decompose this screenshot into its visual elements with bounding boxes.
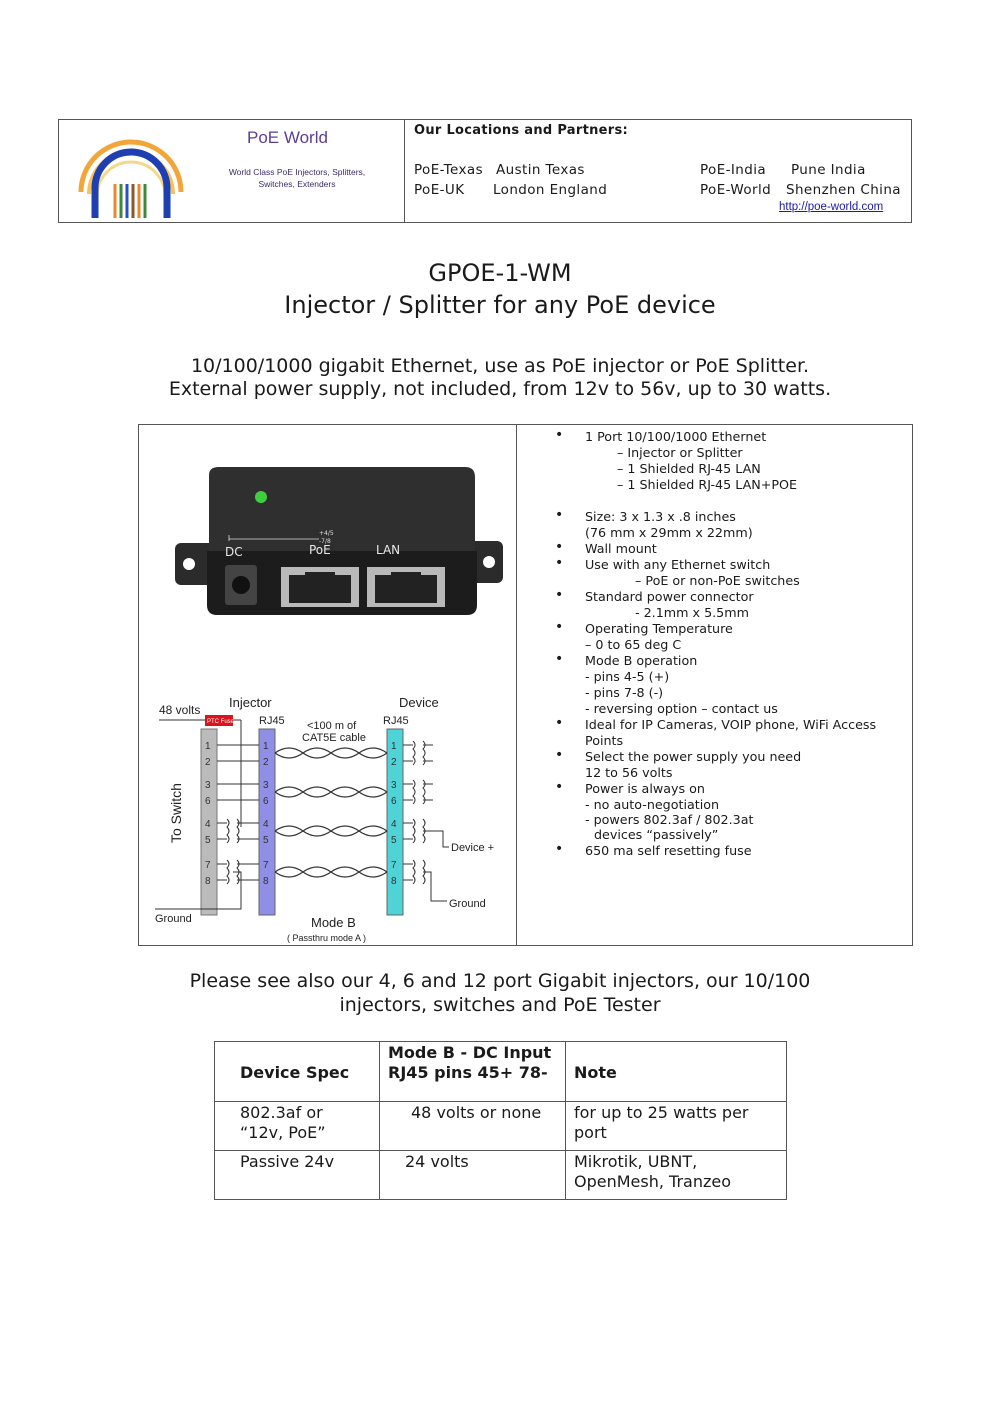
device-plus-label: Device + xyxy=(451,842,495,854)
header-divider xyxy=(404,120,405,222)
power-led xyxy=(255,491,267,503)
see-also-line: injectors, switches and PoE Tester xyxy=(339,994,661,1016)
see-also-line: Please see also our 4, 6 and 12 port Gigabit injectors, our 10/100 xyxy=(189,970,811,992)
table-row xyxy=(215,1151,787,1200)
panel-divider xyxy=(516,425,517,945)
location-place: Pune India xyxy=(791,162,866,178)
cable-label: <100 m of xyxy=(307,720,357,732)
table-cell-spec xyxy=(215,1102,379,1143)
bullet-icon: • xyxy=(555,651,564,667)
spec-subitem: - pins 7-8 (-) xyxy=(585,685,664,700)
website-link[interactable]: http://poe-world.com xyxy=(779,201,884,213)
location-name: PoE-World xyxy=(700,182,772,198)
dc-label: DC xyxy=(225,545,243,559)
spec-subitem: – PoE or non-PoE switches xyxy=(635,573,800,588)
pin-number: 8 xyxy=(263,876,269,887)
pin-number: 5 xyxy=(391,835,397,846)
pin-number: 1 xyxy=(205,741,211,752)
spec-subitem: - no auto-negotiation xyxy=(585,797,720,812)
spec-item: 1 Port 10/100/1000 Ethernet xyxy=(585,429,767,444)
device-label: Device xyxy=(399,695,439,710)
pin-number: 4 xyxy=(205,819,211,830)
spec-subitem: 12 to 56 volts xyxy=(585,765,673,780)
location-place: Shenzhen China xyxy=(786,182,901,198)
pin-number: 3 xyxy=(263,780,269,791)
device-photo xyxy=(169,455,509,655)
location-name: PoE-India xyxy=(700,162,767,178)
spec-item: Ideal for IP Cameras, VOIP phone, WiFi Access xyxy=(585,717,877,732)
pin-label: -7/8 xyxy=(319,538,331,545)
pin-label: +4/5 xyxy=(319,530,334,537)
table-cell-note xyxy=(566,1151,786,1192)
ground-label-left: Ground xyxy=(155,913,192,925)
spec-subitem: Points xyxy=(585,733,624,748)
spec-item: Power is always on xyxy=(585,781,705,796)
table-header: Note xyxy=(574,1063,617,1082)
spec-subitem: - powers 802.3af / 802.3at xyxy=(585,812,754,827)
table-cell-input: 24 volts xyxy=(405,1152,469,1171)
table-row xyxy=(215,1102,787,1151)
locations-title: Our Locations and Partners: xyxy=(414,123,629,138)
spec-subitem: - pins 4-5 (+) xyxy=(585,669,670,684)
description-line: 10/100/1000 gigabit Ethernet, use as PoE injector or PoE Splitter. xyxy=(190,355,810,377)
spec-subitem: devices “passively” xyxy=(594,827,719,842)
spec-subitem: (76 mm x 29mm x 22mm) xyxy=(585,525,753,540)
spec-subitem: – 1 Shielded RJ-45 LAN+POE xyxy=(617,477,798,492)
tagline-line: World Class PoE Injectors, Splitters, xyxy=(228,167,366,177)
pin-number: 1 xyxy=(263,741,269,752)
product-model: GPOE-1-WM xyxy=(428,259,572,287)
bullet-icon: • xyxy=(555,619,564,635)
spec-subitem: - 2.1mm x 5.5mm xyxy=(635,605,749,620)
table-cell-line: for up to 25 watts per xyxy=(574,1103,749,1122)
wiring-diagram xyxy=(147,687,509,945)
pin-number: 8 xyxy=(205,876,211,887)
spec-item: Use with any Ethernet switch xyxy=(585,557,771,572)
lan-label: LAN xyxy=(376,543,401,557)
location-place: Austin Texas xyxy=(496,162,585,178)
bullet-icon: • xyxy=(555,841,564,857)
bullet-icon: • xyxy=(555,715,564,731)
bullet-icon: • xyxy=(555,587,564,603)
bullet-icon: • xyxy=(555,747,564,763)
spec-item: Operating Temperature xyxy=(585,621,733,636)
pin-number: 4 xyxy=(391,819,397,830)
table-cell-note xyxy=(566,1102,786,1143)
table-header-row xyxy=(215,1042,787,1102)
header-box xyxy=(58,119,912,223)
poe-label: PoE xyxy=(309,543,331,557)
spec-item: Size: 3 x 1.3 x .8 inches xyxy=(585,509,736,524)
table-cell-line: Mikrotik, UBNT, xyxy=(574,1152,698,1171)
mode-label: Mode B xyxy=(311,915,356,930)
spec-subitem: – 1 Shielded RJ-45 LAN xyxy=(617,461,761,476)
spec-item: Mode B operation xyxy=(585,653,698,668)
volts-label: 48 volts xyxy=(159,703,201,717)
product-panel xyxy=(138,424,913,946)
to-switch-label: To Switch xyxy=(168,783,184,843)
brand-name: PoE World xyxy=(247,128,328,147)
spec-item: 650 ma self resetting fuse xyxy=(585,843,752,858)
cable-label: CAT5E cable xyxy=(302,732,366,744)
pin-number: 6 xyxy=(391,796,397,807)
pin-number: 2 xyxy=(205,757,211,768)
table-cell-line: OpenMesh, Tranzeo xyxy=(574,1172,732,1191)
table-cell-spec: Passive 24v xyxy=(240,1152,335,1171)
pin-number: 5 xyxy=(263,835,269,846)
table-header-line: RJ45 pins 45+ 78- xyxy=(388,1063,548,1082)
bullet-icon: • xyxy=(555,427,564,443)
pin-number: 8 xyxy=(391,876,397,887)
brand-tagline xyxy=(222,166,372,190)
description-line: External power supply, not included, from 12v to 56v, up to 30 watts. xyxy=(168,378,832,400)
table-cell-line: “12v, PoE” xyxy=(240,1123,326,1142)
table-header xyxy=(380,1042,565,1083)
pin-number: 1 xyxy=(391,741,397,752)
table-header-line: Mode B - DC Input xyxy=(388,1043,552,1062)
spec-item: Wall mount xyxy=(585,541,657,556)
table-cell-input: 48 volts or none xyxy=(411,1103,542,1122)
pin-number: 7 xyxy=(391,860,397,871)
spec-subitem: – Injector or Splitter xyxy=(617,445,743,460)
bullet-icon: • xyxy=(555,507,564,523)
spec-table xyxy=(214,1041,787,1200)
tagline-line: Switches, Extenders xyxy=(258,179,336,189)
mode-sublabel: ( Passthru mode A ) xyxy=(287,933,367,943)
spec-subitem: - reversing option – contact us xyxy=(585,701,778,716)
pin-number: 7 xyxy=(205,860,211,871)
spec-subitem: – 0 to 65 deg C xyxy=(585,637,682,652)
bullet-icon: • xyxy=(555,779,564,795)
spec-item: Standard power connector xyxy=(585,589,754,604)
location-name: PoE-UK xyxy=(414,182,465,198)
bullet-icon: • xyxy=(555,555,564,571)
location-place: London England xyxy=(493,182,608,198)
table-header: Device Spec xyxy=(240,1063,350,1082)
table-cell-line: 802.3af or xyxy=(240,1103,323,1122)
injector-rj45-label: RJ45 xyxy=(259,715,285,727)
pin-number: 2 xyxy=(263,757,269,768)
table-cell-line: port xyxy=(574,1123,607,1142)
product-subtitle: Injector / Splitter for any PoE device xyxy=(284,291,716,319)
location-name: PoE-Texas xyxy=(414,162,483,178)
pin-number: 7 xyxy=(263,860,269,871)
pin-number: 6 xyxy=(205,796,211,807)
bullet-icon: • xyxy=(555,539,564,555)
poe-world-logo xyxy=(75,122,187,220)
device-rj45-label: RJ45 xyxy=(383,715,409,727)
pin-number: 3 xyxy=(205,780,211,791)
pin-number: 6 xyxy=(263,796,269,807)
fuse-label: PTC Fuse xyxy=(207,719,235,725)
pin-number: 5 xyxy=(205,835,211,846)
spec-item: Select the power supply you need xyxy=(585,749,802,764)
injector-label: Injector xyxy=(229,695,272,710)
pin-number: 3 xyxy=(391,780,397,791)
pin-number: 2 xyxy=(391,757,397,768)
pin-number: 4 xyxy=(263,819,269,830)
ground-label-right: Ground xyxy=(449,898,486,910)
